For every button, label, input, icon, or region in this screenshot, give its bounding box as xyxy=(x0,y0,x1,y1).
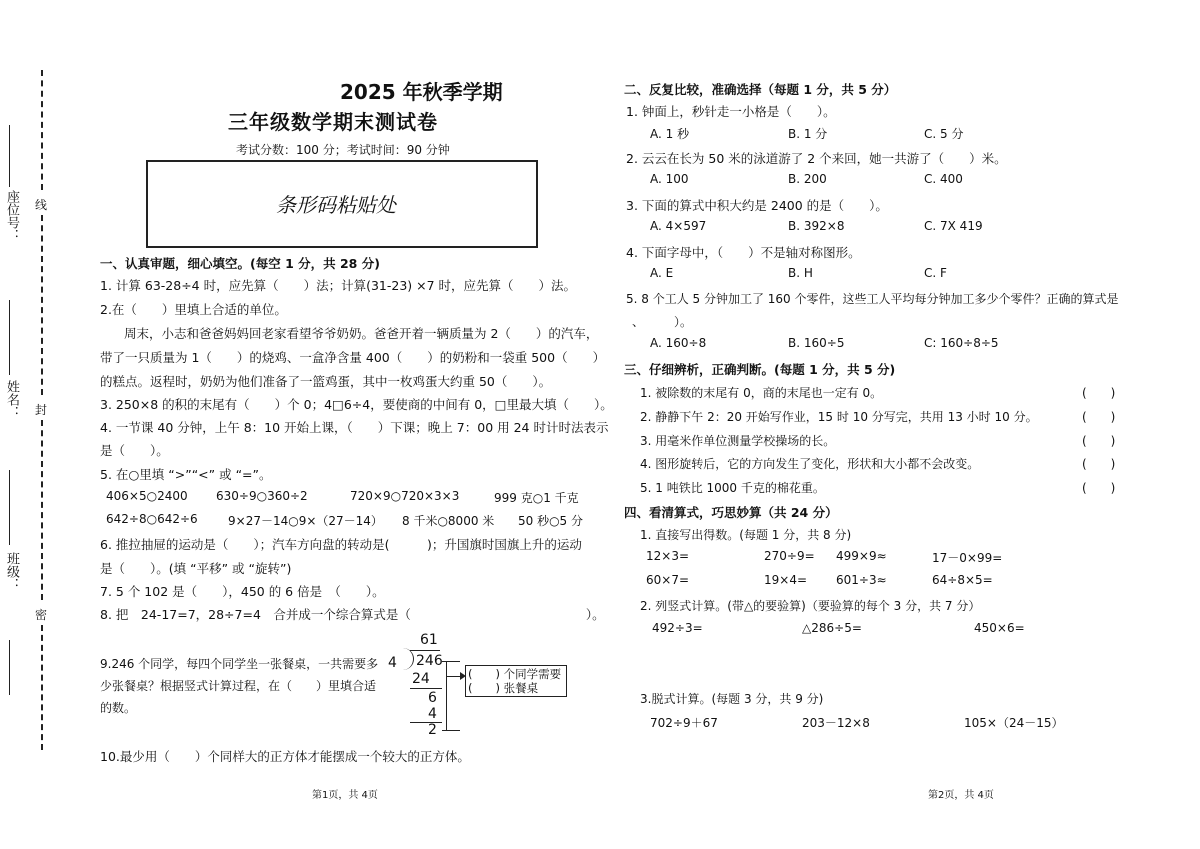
p1-q3: 3. 250×8 的积的末尾有（ ）个 0；4□6÷4，要使商的中间有 0，□里最大填（ ）。 xyxy=(100,397,613,412)
oral-calc: 60×7= xyxy=(646,573,690,587)
p1-q2: 2.在（ ）里填上合适的单位。 xyxy=(100,302,287,317)
oral-calc: 17－0×99= xyxy=(932,551,1003,565)
binding-blank-bottom xyxy=(9,640,10,695)
judge-answer[interactable]: ( ) xyxy=(1082,457,1116,471)
judge-answer[interactable]: ( ) xyxy=(1082,410,1116,424)
division-dividend: 246 xyxy=(416,653,443,669)
p1-q4-line2: 是（ ）。 xyxy=(100,443,169,458)
name-blank[interactable] xyxy=(9,300,10,375)
s4-q1: 1. 直接写出得数。(每题 1 分，共 8 分) xyxy=(640,528,852,542)
connector-arrow xyxy=(446,676,460,677)
choice-option: B. 200 xyxy=(788,172,827,186)
judge-answer[interactable]: ( ) xyxy=(1082,434,1116,448)
binding-secret-char: 密 xyxy=(35,608,48,622)
exam-title: 三年级数学期末测试卷 xyxy=(228,110,438,134)
stepwise-calc: 203－12×8 xyxy=(802,716,870,730)
p2-q2: 2. 云云在长为 50 米的泳道游了 2 个来回，她一共游了（ ）米。 xyxy=(626,151,1007,166)
division-rule1 xyxy=(410,688,442,689)
s4-q2: 2. 列竖式计算。(带△的要验算)（要验算的每个 3 分，共 7 分） xyxy=(640,599,981,613)
division-rule2 xyxy=(410,722,442,723)
answer-students: ( ) 个同学需要 xyxy=(468,667,562,681)
choice-option: A. E xyxy=(650,266,674,280)
judge-item: 3. 用毫米作单位测量学校操场的长。 xyxy=(640,434,836,448)
choice-option: A. 100 xyxy=(650,172,689,186)
p1-q2-para2: 带了一只质量为 1（ ）的烧鸡、一盒净含量 400（ ）的奶粉和一袋重 500（ ） xyxy=(100,350,606,365)
division-quotient: 61 xyxy=(420,632,438,648)
vertical-calc: 450×6= xyxy=(974,621,1025,635)
p1-q4-line1: 4. 一节课 40 分钟，上午 8：10 开始上课，（ ）下课；晚上 7：00 用 24 时计时法表示 xyxy=(100,420,609,435)
s4-q3: 3.脱式计算。(每题 3 分，共 9 分) xyxy=(640,692,824,706)
answer-tables: ( ) 张餐桌 xyxy=(468,681,539,695)
p1-q1: 1. 计算 63-28÷4 时，应先算（ ）法；计算(31-23) ×7 时，应先算（ ）法。 xyxy=(100,278,577,293)
section2-heading: 二、反复比较，准确选择（每题 1 分，共 5 分） xyxy=(624,82,897,97)
p1-q2-para1: 周末，小志和爸爸妈妈回老家看望爷爷奶奶。爸爸开着一辆质量为 2（ ）的汽车， xyxy=(124,326,599,341)
p2-q3: 3. 下面的算式中积大约是 2400 的是（ ）。 xyxy=(626,198,888,213)
oral-calc: 499×9≈ xyxy=(836,549,887,563)
connector-top xyxy=(442,661,460,662)
long-division xyxy=(380,632,580,742)
class-blank[interactable] xyxy=(9,470,10,545)
name-label: 姓名： xyxy=(4,380,19,419)
binding-line-lower xyxy=(41,625,43,750)
barcode-label: 条形码粘贴处 xyxy=(276,193,396,217)
oral-calc: 601÷3≈ xyxy=(836,573,887,587)
p1-q6-line1: 6. 推拉抽屉的运动是（ ）；汽车方向盘的转动是( )；升国旗时国旗上升的运动 xyxy=(100,537,582,552)
p1-q2-para3: 的糕点。返程时，奶奶为他们准备了一篮鸡蛋，其中一枚鸡蛋大约重 50（ ）。 xyxy=(100,374,552,389)
compare-item: 720×9○720×3×3 xyxy=(350,489,460,503)
connector-bottom xyxy=(442,730,460,731)
p1-q8: 8. 把 24-17=7，28÷7=4 合并成一个综合算式是（ ）。 xyxy=(100,607,605,622)
compare-item: 642÷8○642÷6 xyxy=(106,512,198,526)
page2-footer: 第2页，共 4页 xyxy=(928,790,994,801)
binding-line-char: 线 xyxy=(35,198,48,212)
division-bar xyxy=(410,650,440,651)
p1-q5: 5. 在○里填 “>”“<” 或 “=”。 xyxy=(100,467,272,482)
exam-info: 考试分数：100 分；考试时间：90 分钟 xyxy=(236,143,450,157)
choice-option: B. 1 分 xyxy=(788,127,828,141)
p2-q4: 4. 下面字母中，（ ）不是轴对称图形。 xyxy=(626,245,861,260)
connector-vertical xyxy=(446,661,447,730)
choice-option: A. 4×597 xyxy=(650,219,707,233)
p2-q5-line1: 5. 8 个工人 5 分钟加工了 160 个零件，这些工人平均每分钟加工多少个零件？正确的算式是 xyxy=(626,292,1119,306)
choice-option: C. 5 分 xyxy=(924,127,964,141)
division-rem2: 2 xyxy=(428,722,437,738)
p2-q1: 1. 钟面上，秒针走一小格是（ ）。 xyxy=(626,104,836,119)
binding-seal-char: 封 xyxy=(35,403,48,417)
oral-calc: 12×3= xyxy=(646,549,690,563)
seat-number-blank[interactable] xyxy=(9,125,10,187)
division-bracket xyxy=(403,648,414,670)
choice-option: C: 160÷8÷5 xyxy=(924,336,999,350)
choice-option: A. 160÷8 xyxy=(650,336,707,350)
compare-item: 50 秒○5 分 xyxy=(518,514,584,528)
judge-item: 2. 静静下午 2：20 开始写作业，15 时 10 分写完，共用 13 小时 10 分。 xyxy=(640,410,1038,424)
judge-answer[interactable]: ( ) xyxy=(1082,386,1116,400)
p1-q9-line2: 少张餐桌？根据竖式计算过程，在（ ）里填合适 xyxy=(100,679,377,693)
compare-item: 406×5○2400 xyxy=(106,489,188,503)
judge-item: 5. 1 吨铁比 1000 千克的棉花重。 xyxy=(640,481,825,495)
choice-option: A. 1 秒 xyxy=(650,127,690,141)
choice-option: B. 392×8 xyxy=(788,219,845,233)
choice-option: B. 160÷5 xyxy=(788,336,845,350)
division-rem1: 6 xyxy=(428,690,437,706)
binding-line-mid1 xyxy=(41,215,43,395)
vertical-calc: △286÷5= xyxy=(802,621,862,635)
p1-q7: 7. 5 个 102 是（ ），450 的 6 倍是 （ ）。 xyxy=(100,584,385,599)
compare-item: 999 克○1 千克 xyxy=(494,491,579,505)
division-answer-box xyxy=(465,665,567,697)
barcode-area xyxy=(146,160,538,248)
oral-calc: 64÷8×5= xyxy=(932,573,993,587)
oral-calc: 19×4= xyxy=(764,573,808,587)
judge-item: 4. 图形旋转后，它的方向发生了变化，形状和大小都不会改变。 xyxy=(640,457,980,471)
binding-line-upper xyxy=(41,70,43,190)
division-step2: 4 xyxy=(428,706,437,722)
p1-q10: 10.最少用（ ）个同样大的正方体才能摆成一个较大的正方体。 xyxy=(100,749,470,764)
p1-q9-line3: 的数。 xyxy=(100,701,137,715)
stepwise-calc: 105×（24－15） xyxy=(964,716,1064,730)
p1-q6-line2: 是（ ）。(填 “平移” 或 “旋转”) xyxy=(100,561,292,576)
class-label: 班级： xyxy=(4,552,19,591)
division-step1: 24 xyxy=(412,671,430,687)
judge-item: 1. 被除数的末尾有 0，商的末尾也一定有 0。 xyxy=(640,386,883,400)
section3-heading: 三、仔细辨析，正确判断。(每题 1 分，共 5 分) xyxy=(624,362,896,377)
binding-line-mid2 xyxy=(41,420,43,600)
compare-item: 630÷9○360÷2 xyxy=(216,489,308,503)
judge-answer[interactable]: ( ) xyxy=(1082,481,1116,495)
oral-calc: 270÷9= xyxy=(764,549,815,563)
compare-item: 9×27－14○9×（27－14） xyxy=(228,514,383,528)
exam-title-term: 2025 年秋季学期 xyxy=(340,80,503,104)
choice-option: B. H xyxy=(788,266,813,280)
p2-q5-line2: 、 ）。 xyxy=(632,315,693,329)
vertical-calc: 492÷3= xyxy=(652,621,703,635)
compare-item: 8 千米○8000 米 xyxy=(402,514,495,528)
choice-option: C. F xyxy=(924,266,947,280)
choice-option: C. 7X 419 xyxy=(924,219,983,233)
section4-heading: 四、看清算式，巧思妙算（共 24 分） xyxy=(624,505,838,520)
stepwise-calc: 702÷9＋67 xyxy=(650,716,718,730)
section1-heading: 一、认真审题，细心填空。(每空 1 分，共 28 分) xyxy=(100,256,380,271)
seat-number-label: 座位号： xyxy=(4,190,19,242)
page1-footer: 第1页，共 4页 xyxy=(312,790,378,801)
p1-q9-line1: 9.246 个同学，每四个同学坐一张餐桌，一共需要多 xyxy=(100,657,379,671)
division-divisor: 4 xyxy=(388,655,397,671)
choice-option: C. 400 xyxy=(924,172,963,186)
